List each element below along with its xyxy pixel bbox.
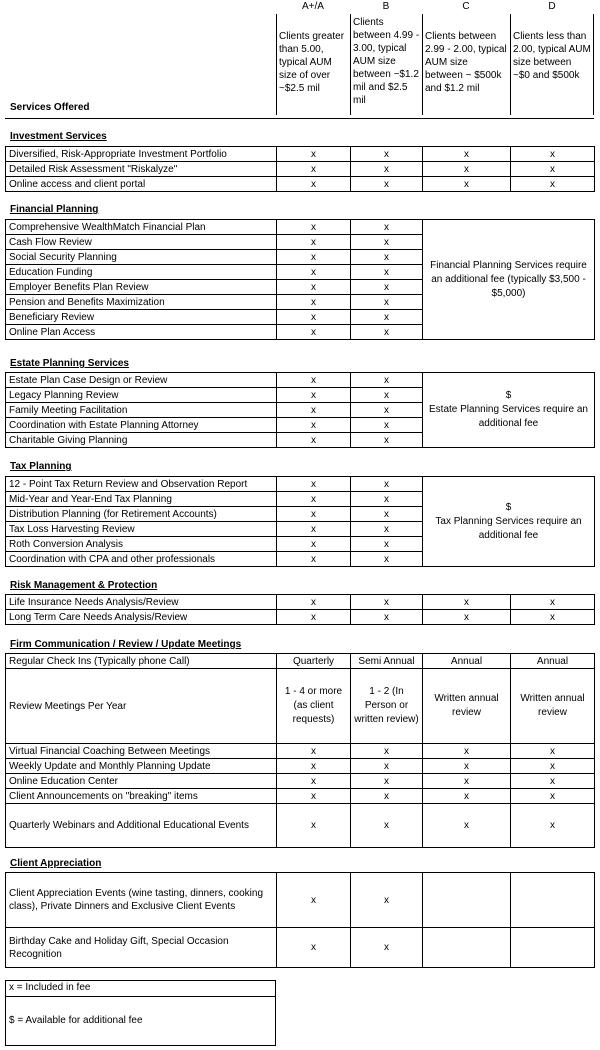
cell-d: Annual [511,654,595,669]
cell-d: x [511,744,595,759]
table-row [6,373,595,388]
cell-c: x [423,744,511,759]
financial-fee-note: Financial Planning Services require an additional fee (typically $3,500 - $5,000) [423,220,595,340]
table-investment [5,146,595,192]
cell-c [423,928,511,968]
cell-a: 1 - 4 or more (as client requests) [277,669,351,744]
cell-c: Written annual review [423,669,511,744]
cell-b: x [351,403,423,418]
cell-a: x [277,789,351,804]
table-row [6,759,595,774]
cell-a: x [277,310,351,325]
cell-b: x [351,235,423,250]
row-label: Client Appreciation Events (wine tasting, dinners, cooking class), Private Dinners and Exclusive Client Events [6,873,277,928]
tier-code-a: A+/A [302,1,324,12]
section-title-risk: Risk Management & Protection [10,580,158,591]
row-label: Coordination with Estate Planning Attorney [6,418,277,433]
tier-desc-a: Clients greater than 5.00, typical AUM size of over ~$2.5 mil [276,14,350,115]
row-label: Mid-Year and Year-End Tax Planning [6,492,277,507]
cell-d: x [511,162,595,177]
cell-b: x [351,804,423,848]
cell-a: x [277,373,351,388]
cell-b: x [351,265,423,280]
table-row [6,774,595,789]
table-financial [5,219,595,340]
estate-fee-text: Estate Planning Services require an additional fee [429,404,588,429]
cell-d: x [511,177,595,192]
cell-b: x [351,325,423,340]
cell-b: x [351,280,423,295]
cell-b: x [351,610,423,625]
table-risk [5,594,595,625]
cell-b: x [351,873,423,928]
row-label: Virtual Financial Coaching Between Meetings [6,744,277,759]
row-label: Weekly Update and Monthly Planning Update [6,759,277,774]
cell-b: x [351,433,423,448]
cell-b: x [351,492,423,507]
cell-a: x [277,928,351,968]
cell-a: x [277,552,351,567]
cell-a: x [277,265,351,280]
cell-a: x [277,744,351,759]
row-label: Client Announcements on "breaking" items [6,789,277,804]
cell-b: x [351,373,423,388]
cell-a: x [277,403,351,418]
cell-a: x [277,235,351,250]
cell-c: Annual [423,654,511,669]
cell-d: x [511,147,595,162]
row-label: Online Education Center [6,774,277,789]
cell-b: x [351,147,423,162]
row-label: Comprehensive WealthMatch Financial Plan [6,220,277,235]
cell-b: x [351,928,423,968]
cell-b: x [351,759,423,774]
table-row [6,789,595,804]
row-label: Distribution Planning (for Retirement Accounts) [6,507,277,522]
cell-c: x [423,147,511,162]
cell-a: x [277,522,351,537]
cell-a: x [277,162,351,177]
cell-a: x [277,388,351,403]
row-label: Review Meetings Per Year [6,669,277,744]
cell-a: x [277,595,351,610]
row-label: Pension and Benefits Maximization [6,295,277,310]
services-offered-label: Services Offered [10,102,90,113]
section-title-tax: Tax Planning [10,461,72,472]
cell-b: x [351,507,423,522]
cell-a: x [277,295,351,310]
row-label: 12 - Point Tax Return Review and Observation Report [6,477,277,492]
tier-code-b: B [382,1,390,12]
cell-a: x [277,477,351,492]
table-row [6,162,595,177]
cell-a: x [277,280,351,295]
cell-b: x [351,177,423,192]
row-label: Quarterly Webinars and Additional Educational Events [6,804,277,848]
row-label: Legacy Planning Review [6,388,277,403]
tier-desc-b: Clients between 4.99 - 3.00, typical AUM size between ~$1.2 mil and $2.5 mil [350,14,422,115]
cell-a: x [277,537,351,552]
cell-b: x [351,295,423,310]
cell-a: x [277,177,351,192]
cell-c [423,873,511,928]
cell-a: x [277,804,351,848]
cell-b: x [351,522,423,537]
cell-d: x [511,774,595,789]
cell-b: x [351,595,423,610]
cell-a: Quarterly [277,654,351,669]
row-label: Employer Benefits Plan Review [6,280,277,295]
fee-symbol: $ [505,501,512,513]
section-title-appreciation: Client Appreciation [10,858,102,869]
cell-a: x [277,325,351,340]
table-row [6,220,595,235]
row-label: Regular Check Ins (Typically phone Call) [6,654,277,669]
cell-b: 1 - 2 (In Person or written review) [351,669,423,744]
row-label: Roth Conversion Analysis [6,537,277,552]
cell-d: x [511,804,595,848]
section-title-financial: Financial Planning [10,204,99,215]
tier-code-d: D [548,1,556,12]
cell-c: x [423,162,511,177]
cell-b: x [351,552,423,567]
row-label: Tax Loss Harvesting Review [6,522,277,537]
legend-available: $ = Available for additional fee [9,1015,143,1026]
cell-a: x [277,433,351,448]
cell-b: x [351,789,423,804]
row-label: Coordination with CPA and other professionals [6,552,277,567]
cell-b: x [351,250,423,265]
table-communication [5,653,595,848]
tier-desc-d: Clients less than 2.00, typical AUM size between ~$0 and $500k [510,14,594,115]
table-row [6,595,595,610]
row-label: Education Funding [6,265,277,280]
row-label: Birthday Cake and Holiday Gift, Special Occasion Recognition [6,928,277,968]
tier-desc-c: Clients between 2.99 - 2.00, typical AUM size between ~ $500k and $1.2 mil [422,14,510,115]
tax-fee-text: Tax Planning Services require an additional fee [435,515,582,541]
row-label: Diversified, Risk-Appropriate Investment Portfolio [6,147,277,162]
row-label: Social Security Planning [6,250,277,265]
cell-c: x [423,759,511,774]
cell-b: Semi Annual [351,654,423,669]
estate-fee-note [423,373,595,448]
table-appreciation [5,872,595,968]
table-row [6,928,595,968]
row-label: Online Plan Access [6,325,277,340]
cell-b: x [351,537,423,552]
table-tax [5,476,595,567]
section-title-communication: Firm Communication / Review / Update Meetings [10,639,242,650]
legend-included: x = Included in fee [6,981,275,997]
cell-b: x [351,418,423,433]
table-row [6,610,595,625]
cell-a: x [277,220,351,235]
cell-a: x [277,774,351,789]
cell-a: x [277,147,351,162]
cell-a: x [277,759,351,774]
row-label: Charitable Giving Planning [6,433,277,448]
tax-fee-note [423,477,595,567]
cell-b: x [351,162,423,177]
table-row [6,147,595,162]
row-label: Cash Flow Review [6,235,277,250]
legend [5,980,276,1046]
cell-c: x [423,610,511,625]
table-row [6,177,595,192]
table-row [6,477,595,492]
table-row [6,669,595,744]
cell-b: x [351,310,423,325]
cell-c: x [423,595,511,610]
row-label: Detailed Risk Assessment "Riskalyze" [6,162,277,177]
cell-d [511,873,595,928]
row-label: Life Insurance Needs Analysis/Review [6,595,277,610]
cell-a: x [277,610,351,625]
row-label: Long Term Care Needs Analysis/Review [6,610,277,625]
cell-c: x [423,774,511,789]
cell-b: x [351,774,423,789]
tier-code-c: C [462,1,470,12]
cell-b: x [351,220,423,235]
cell-c: x [423,804,511,848]
row-label: Family Meeting Facilitation [6,403,277,418]
cell-b: x [351,388,423,403]
table-row [6,804,595,848]
table-estate [5,372,595,448]
table-row [6,654,595,669]
row-label: Beneficiary Review [6,310,277,325]
cell-a: x [277,873,351,928]
cell-a: x [277,418,351,433]
cell-d: Written annual review [511,669,595,744]
section-title-estate: Estate Planning Services [10,358,129,369]
cell-b: x [351,744,423,759]
section-title-investment: Investment Services [10,131,107,142]
cell-a: x [277,507,351,522]
cell-d: x [511,759,595,774]
cell-d: x [511,610,595,625]
header-divider [5,118,594,119]
fee-symbol: $ [505,390,512,401]
table-row [6,873,595,928]
cell-a: x [277,492,351,507]
cell-d: x [511,789,595,804]
row-label: Estate Plan Case Design or Review [6,373,277,388]
cell-b: x [351,477,423,492]
table-row [6,744,595,759]
cell-a: x [277,250,351,265]
cell-c: x [423,789,511,804]
row-label: Online access and client portal [6,177,277,192]
cell-c: x [423,177,511,192]
cell-d [511,928,595,968]
cell-d: x [511,595,595,610]
